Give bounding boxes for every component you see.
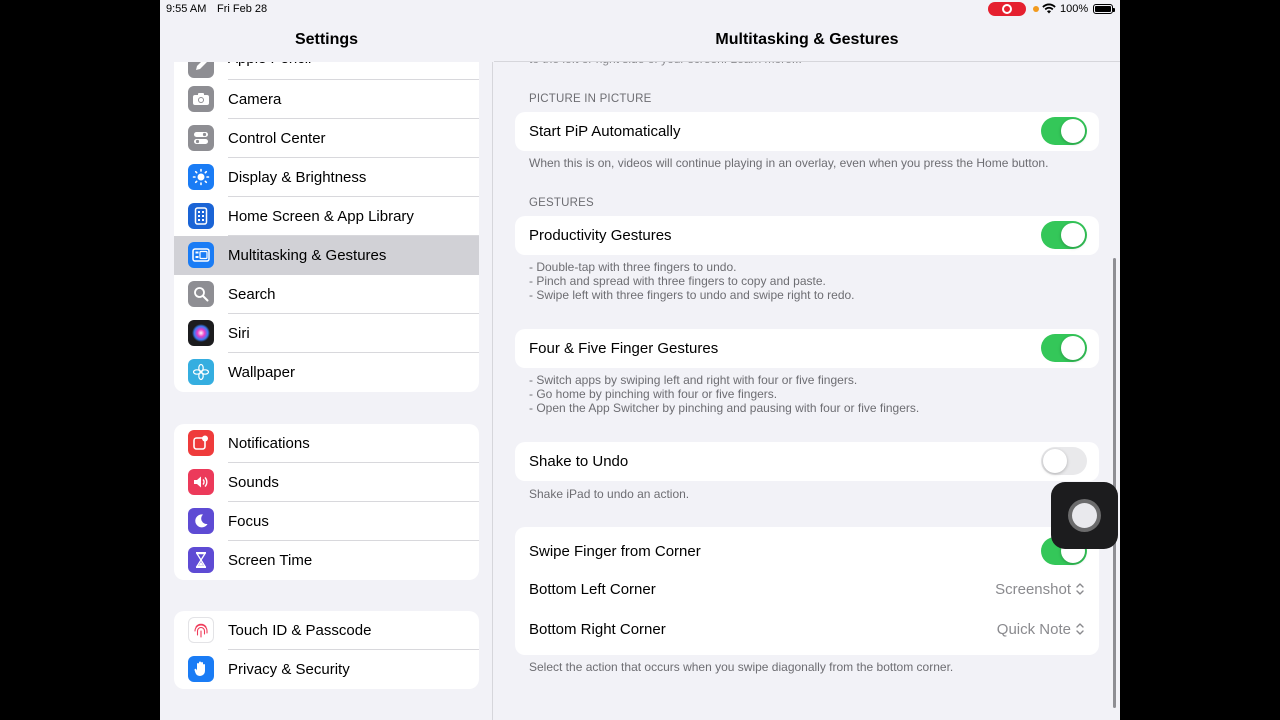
sidebar-title: Settings [294,31,359,48]
start-pip-row [515,112,1099,151]
settings-sidebar [160,0,493,720]
wifi-icon [1042,3,1056,14]
four-five-card [515,329,1099,368]
shake-label: Shake to Undo [529,453,629,470]
sidebar-item-privacy[interactable] [174,650,479,689]
battery-icon [1093,4,1113,14]
bottom-left-label: Bottom Left Corner [529,581,656,598]
detail-pane [494,0,1120,720]
four-five-toggle[interactable] [1041,334,1087,362]
sidebar-group-3 [174,611,479,689]
sidebar-item-label: Home Screen & App Library [228,208,414,225]
page-title: Multitasking & Gestures [715,31,899,48]
sidebar-item-label: Touch ID & Passcode [228,622,372,639]
camera-icon [188,86,214,112]
microphone-indicator-icon [1033,6,1039,12]
sidebar-item-touch-id[interactable] [174,611,479,650]
bottom-left-row[interactable] [515,570,1099,609]
siri-icon [188,320,214,346]
corner-card [515,527,1099,655]
battery-percent: 100% [1060,3,1089,15]
flower-icon [188,359,214,385]
productivity-toggle[interactable] [1041,221,1087,249]
pip-footer: When this is on, videos will continue playing in an overlay, even when you press the Home button. [529,156,1049,170]
four-five-footer: - Switch apps by swiping left and right with four or five fingers. - Go home by pinching with four or five fingers. - Open the App Switcher by pinching and pausing with four or five fingers. [529,373,920,415]
fingerprint-icon [188,617,214,643]
productivity-row [515,216,1099,255]
four-five-label: Four & Five Finger Gestures [529,340,719,357]
sidebar-group-2 [174,424,479,580]
sidebar-item-siri[interactable] [174,314,479,353]
sidebar-item-focus[interactable] [174,502,479,541]
sidebar-item-label: Privacy & Security [228,661,350,678]
sidebar-item-label: Camera [228,91,282,108]
status-date: Fri Feb 28 [217,3,268,15]
scrollbar[interactable] [1113,258,1116,708]
start-pip-toggle[interactable] [1041,117,1087,145]
ipad-screen [160,0,1120,720]
section-header-pip: PICTURE IN PICTURE [529,93,652,105]
bottom-right-value: Quick Note [996,621,1071,638]
assistive-touch-button[interactable] [1051,482,1118,549]
four-five-row [515,329,1099,368]
sidebar-item-search[interactable] [174,275,479,314]
sidebar-item-label: Search [228,286,276,303]
sidebar-item-home-screen[interactable] [174,197,479,236]
sidebar-item-control-center[interactable] [174,119,479,158]
section-header-gestures: GESTURES [529,197,594,209]
home-screen-icon [188,203,214,229]
chevron-up-down-icon [1075,622,1085,636]
sidebar-item-label: Multitasking & Gestures [228,247,387,264]
shake-footer: Shake iPad to undo an action. [529,487,690,501]
control-center-icon [188,125,214,151]
speaker-icon [188,469,214,495]
sidebar-item-camera[interactable] [174,80,479,119]
corner-swipe-label: Swipe Finger from Corner [529,543,701,560]
hourglass-icon [188,547,214,573]
bottom-right-label: Bottom Right Corner [529,621,666,638]
sidebar-item-display-brightness[interactable] [174,158,479,197]
sidebar-item-label: Display & Brightness [228,169,367,186]
sidebar-item-label: Sounds [228,474,279,491]
sidebar-item-label: Siri [228,325,250,342]
status-time: 9:55 AM [166,3,207,15]
productivity-label: Productivity Gestures [529,227,672,244]
multitasking-icon [188,242,214,268]
corner-footer: Select the action that occurs when you swipe diagonally from the bottom corner. [529,660,954,674]
shake-card [515,442,1099,481]
sidebar-item-label: Control Center [228,130,326,147]
shake-row [515,442,1099,481]
chevron-up-down-icon [1075,582,1085,596]
search-icon [188,281,214,307]
productivity-card [515,216,1099,255]
sidebar-item-label: Focus [228,513,269,530]
bell-icon [188,430,214,456]
sun-icon [188,164,214,190]
screen-recording-icon[interactable] [988,2,1026,16]
hand-icon [188,656,214,682]
productivity-footer: - Double-tap with three fingers to undo. - Pinch and spread with three fingers to copy and paste. - Swipe left with three fingers to undo and swipe right to redo. [529,260,855,302]
pip-card [515,112,1099,151]
corner-swipe-row [515,532,1099,571]
sidebar-item-notifications[interactable] [174,424,479,463]
bottom-left-value: Screenshot [995,581,1071,598]
sidebar-item-label: Notifications [228,435,310,452]
moon-icon [188,508,214,534]
sidebar-item-label: Screen Time [228,552,313,569]
sidebar-item-label: Wallpaper [228,364,295,381]
shake-toggle[interactable] [1041,447,1087,475]
sidebar-item-screen-time[interactable] [174,541,479,580]
sidebar-item-sounds[interactable] [174,463,479,502]
start-pip-label: Start PiP Automatically [529,123,681,140]
sidebar-item-multitasking[interactable] [174,236,479,275]
sidebar-group-1 [174,40,479,392]
bottom-right-row[interactable] [515,610,1099,649]
status-bar [160,0,1120,18]
sidebar-item-wallpaper[interactable] [174,353,479,392]
